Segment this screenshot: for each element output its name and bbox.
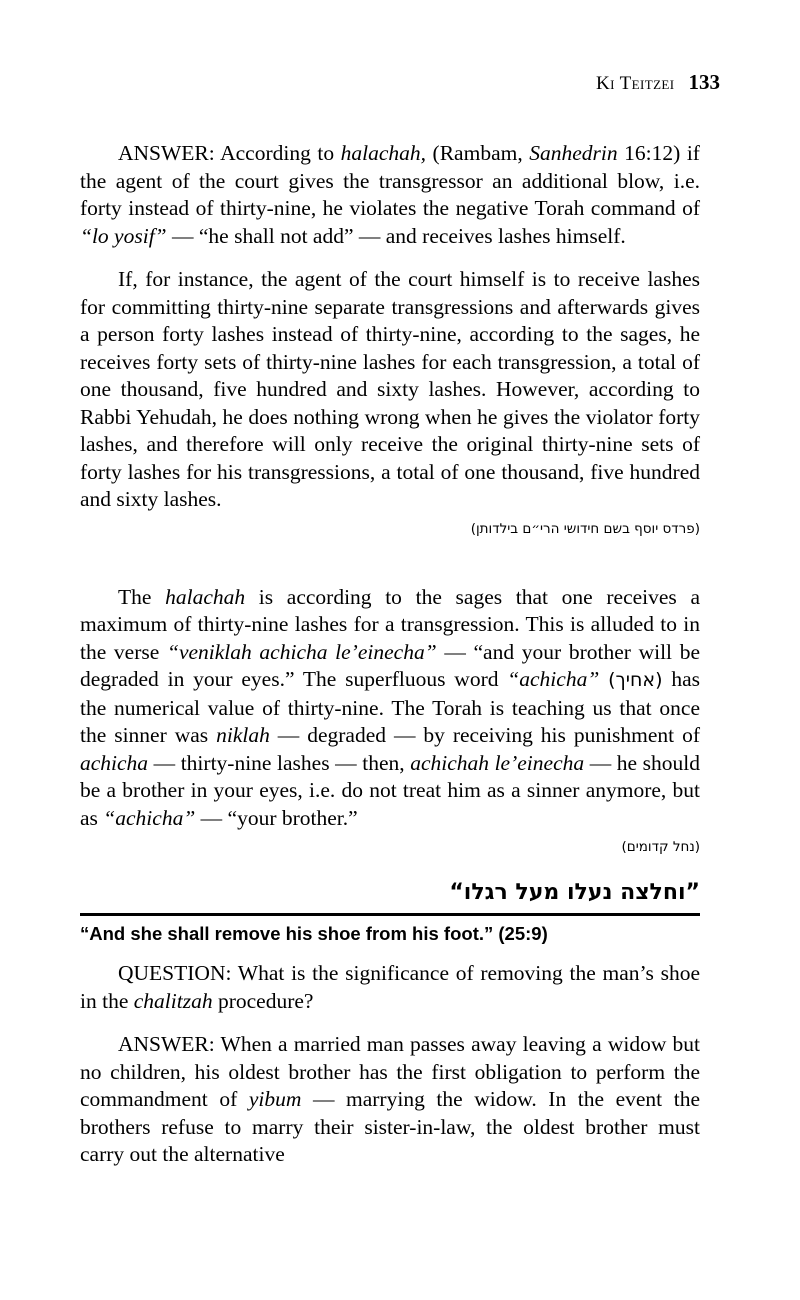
- page-number: 133: [688, 70, 720, 94]
- paragraph-halachah: The halachah is according to the sages that one receives a maximum of thirty-nine lashes for a transgression. This is alluded to in the verse “veniklah achicha le’einecha” — “and your brother will be degraded in your eyes.” The superfluous word “achicha” (אחיך) has the numerical value of thirty-nine. The Torah is teaching us that once the sinner was niklah — degraded — by receiving his punishment of achicha — thirty-nine lashes — then, achichah le’einecha — he should be a brother in your eyes, i.e. do not treat him as a sinner anymore, but as “achicha” — “your brother.”: [80, 584, 701, 830]
- paragraph-example: If, for instance, the agent of the court himself is to receive lashes for committing thirty-nine separate transgressions and afterwards gives a person forty lashes instead of thirty-nine, according to the sages, he receives forty sets of thirty-nine lashes for each transgression, a total of one thousand, five hundred and sixty lashes. However, according to Rabbi Yehudah, he does nothing wrong when he gives the violator forty lashes, and therefore will only receive the original thirty-nine sets of forty lashes for his transgressions, a total of one thousand, five hundred and sixty lashes.: [80, 267, 700, 511]
- page-content: [80, 140, 700, 1169]
- paragraph-answer-1: ANSWER: According to halachah, (Rambam, Sanhedrin 16:12) if the agent of the court gives the transgressor an additional blow, i.e. forty instead of thirty-nine, he violates the negative Torah command of “lo yosif” — “he shall not add” — and receives lashes himself.: [80, 141, 700, 248]
- source-citation-1: (פרדס יוסף בשם חידושי הרי״ם בילדותן): [470, 520, 700, 537]
- hebrew-word-achicha: (אחיך): [608, 669, 663, 691]
- section-spacer: [80, 538, 700, 584]
- section-heading-english: “And she shall remove his shoe from his foot.” (25:9): [80, 923, 548, 944]
- paragraph-answer-2: ANSWER: When a married man passes away leaving a widow but no children, his oldest brother has the first obligation to perform the commandment of yibum — marrying the widow. In the event the brothers refuse to marry their sister-in-law, the oldest brother must carry out the alternative: [80, 1032, 700, 1166]
- paragraph-question: QUESTION: What is the significance of removing the man’s shoe in the chalitzah procedure?: [80, 961, 700, 1013]
- section-divider: [80, 913, 700, 916]
- section-heading-hebrew: ”וחלצה נעלו מעל רגלו“: [449, 880, 700, 905]
- page-header: [596, 70, 720, 95]
- source-citation-2: (נחל קדומים): [621, 839, 700, 855]
- parsha-name: Ki Teitzei: [596, 73, 675, 94]
